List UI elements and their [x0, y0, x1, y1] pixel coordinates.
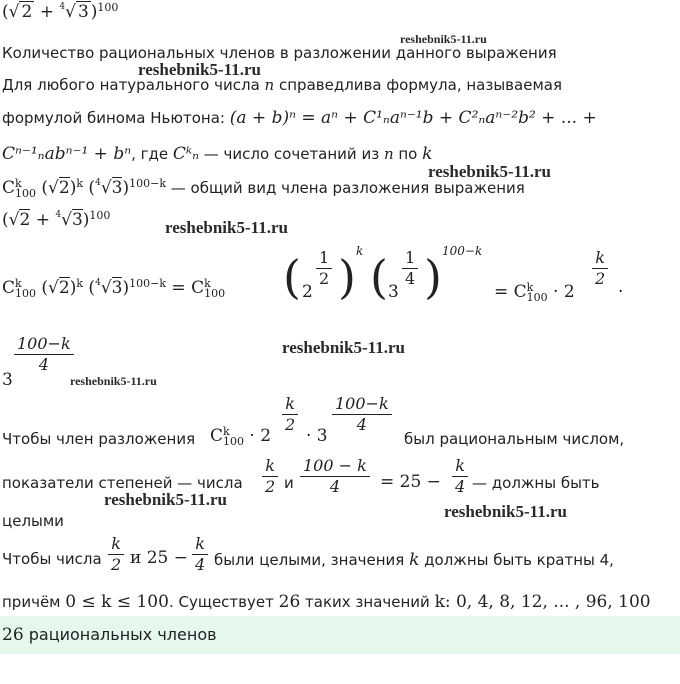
- solution-line-1: Для любого натурального числа n справедлива формула, называемая: [2, 76, 562, 94]
- step2-line-1-end: был рациональным числом,: [404, 430, 625, 448]
- step2-and: и: [284, 474, 294, 492]
- watermark-7: reshebnik5-11.ru: [104, 490, 227, 509]
- watermark-1: reshebnik5-11.ru: [400, 32, 487, 46]
- step3-frac-k4: $\frac{k}{4}$: [192, 534, 208, 575]
- step3-line-2: причём 0 ≤ k ≤ 100. Существует 26 таких значений k: 0, 4, 8, 12, ... , 96, 100: [2, 592, 651, 612]
- step2-line-2-end: — должны быть: [472, 474, 600, 492]
- expression-repeat: $(√2 + ^4√3)^{100}$: [2, 208, 111, 230]
- answer-count: 26: [2, 625, 24, 645]
- step2-line-3: целыми: [2, 512, 64, 530]
- base-2: 2: [302, 282, 313, 302]
- step2-dot3: · 3: [306, 426, 328, 446]
- step2-term: C k 100 · 2: [210, 424, 272, 448]
- watermark-8: reshebnik5-11.ru: [444, 502, 567, 521]
- problem-expression: (√ 2 + $^4$√ 3 )$^{100}$: [2, 0, 119, 22]
- result-dot: ·: [618, 282, 624, 302]
- general-term-left: C k 100 $(√2)^k$ $(^4√3)^{100-k} = C$ k 100: [2, 276, 226, 300]
- step3-line-1: Чтобы числа: [2, 550, 102, 568]
- paren-open-1: (: [283, 250, 301, 304]
- paren-close-2: ): [424, 250, 442, 304]
- watermark-3: reshebnik5-11.ru: [428, 162, 551, 181]
- root4-3: $^4$√ 3: [59, 2, 89, 22]
- step2-exp-k2: $\frac{k}{2}$: [282, 394, 298, 435]
- step2-exp-100k4: $\frac{100-k}{4}$: [332, 394, 392, 435]
- paren-open-2: (: [370, 250, 388, 304]
- solution-line-4: C k 100 $(√2)^k$ $(^4√3)^{100-k}$ — общий вид члена разложения выражения: [2, 176, 525, 200]
- step3-line-1-mid: были целыми, значения k должны быть кратны 4,: [214, 550, 614, 570]
- step2-frac-k2: $\frac{k}{2}$: [262, 456, 278, 497]
- solution-line-2: формулой бинома Ньютона: (a + b)ⁿ = aⁿ + C¹ₙaⁿ⁻¹b + C²ₙaⁿ⁻²b² + ... +: [2, 108, 597, 128]
- step2-line-1: Чтобы член разложения: [2, 430, 196, 448]
- quarter-exp: $\frac{1}{4}$: [402, 248, 418, 289]
- base-3: 3: [388, 282, 399, 302]
- result-exp-100k4: $\frac{100-k}{4}$: [14, 334, 74, 375]
- step2-frac-100k4: $\frac{100 - k}{4}$: [300, 456, 370, 497]
- result-eq: = C k 100 · 2: [494, 280, 575, 304]
- watermark-6: reshebnik5-11.ru: [70, 374, 157, 388]
- answer-box: [0, 616, 680, 654]
- watermark-4: reshebnik5-11.ru: [165, 218, 288, 237]
- question-text: Количество рациональных членов в разложении данного выражения: [2, 44, 557, 62]
- exp-100-k: 100−k: [442, 244, 483, 258]
- paren-close-1: ): [338, 250, 356, 304]
- step2-line-2: показатели степеней — числа: [2, 474, 243, 492]
- answer-text: рациональных членов: [23, 625, 217, 644]
- step2-eq: = 25 −: [380, 472, 441, 492]
- exp-k: k: [356, 244, 364, 258]
- step3-and: и 25 −: [130, 548, 189, 568]
- solution-line-3: Cⁿ⁻¹ₙabⁿ⁻¹ + bⁿ, где Cᵏₙ — число сочетаний из n по k: [2, 144, 433, 164]
- watermark-2: reshebnik5-11.ru: [138, 60, 261, 79]
- half-exp: $\frac{1}{2}$: [316, 248, 332, 289]
- step3-frac-k2: $\frac{k}{2}$: [108, 534, 124, 575]
- result-base-3: 3: [2, 370, 13, 390]
- watermark-5: reshebnik5-11.ru: [282, 338, 405, 357]
- result-exp-k2: $\frac{k}{2}$: [592, 248, 608, 289]
- step2-frac-k4: $\frac{k}{4}$: [452, 456, 468, 497]
- sqrt-2: √ 2: [8, 2, 33, 22]
